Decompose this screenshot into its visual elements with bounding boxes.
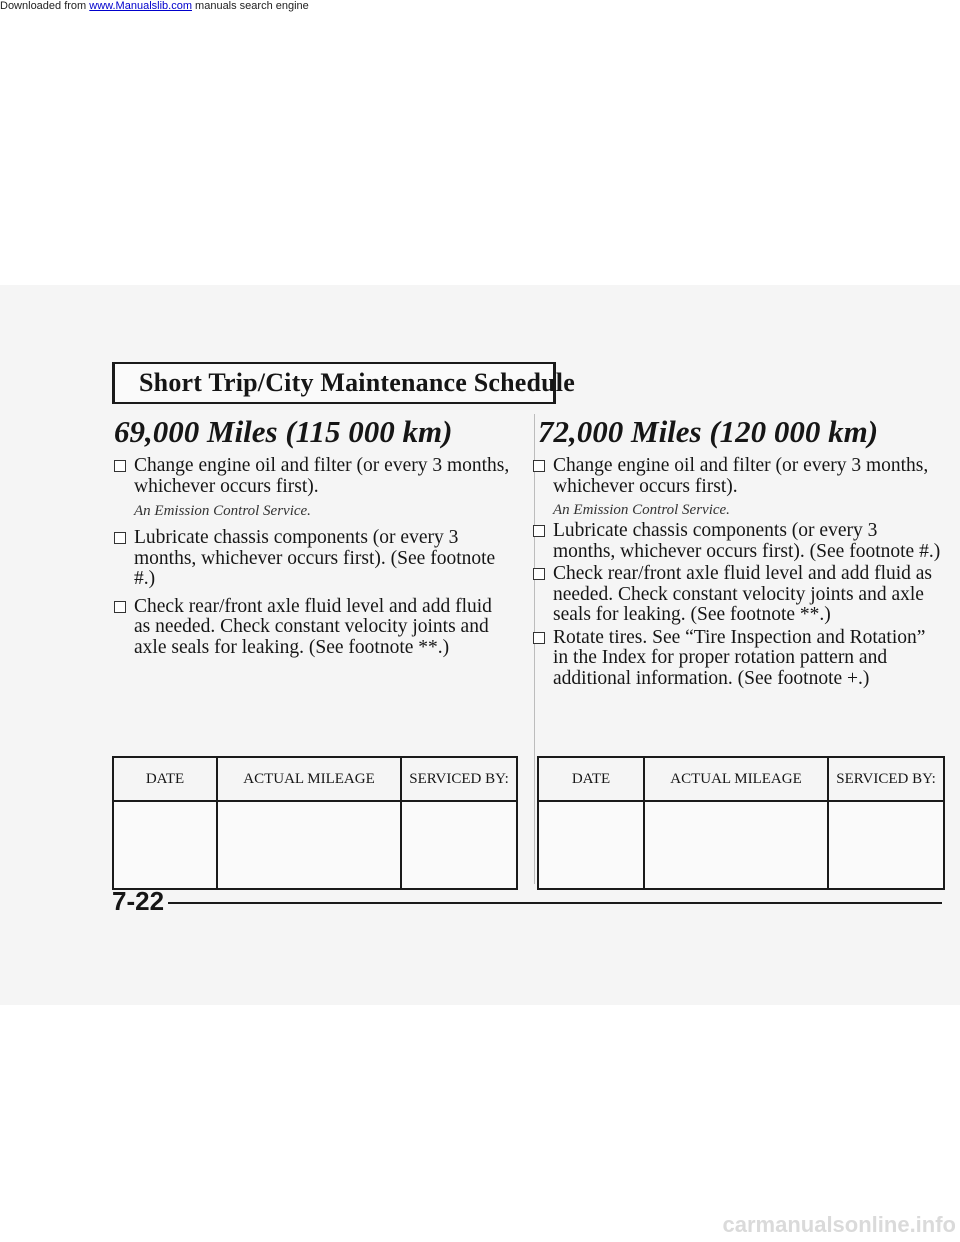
section-heading-69000: 69,000 Miles (115 000 km): [114, 414, 453, 449]
service-item-text: Lubricate chassis components (or every 3 months, whichever occurs first). (See footnote #.): [134, 527, 496, 589]
date-cell[interactable]: [113, 801, 217, 889]
banner-prefix: Downloaded from: [0, 0, 87, 12]
list-item: [531, 456, 941, 519]
list-item: [112, 528, 512, 590]
emission-note: An Emission Control Service.: [134, 503, 311, 519]
service-log-table-69000: [112, 756, 518, 890]
mileage-column-header: ACTUAL MILEAGE: [644, 757, 828, 801]
service-item-text: Change engine oil and filter (or every 3 months, whichever occurs first).: [553, 455, 929, 497]
emission-note: An Emission Control Service.: [553, 502, 730, 518]
serviced-by-column-header: SERVICED BY:: [401, 757, 517, 801]
checkbox-icon[interactable]: [533, 460, 545, 472]
checkbox-icon[interactable]: [114, 532, 126, 544]
list-item: [112, 597, 512, 659]
mileage-cell[interactable]: [644, 801, 828, 889]
service-item-text: Rotate tires. See “Tire Inspection and Rotation” in the Index for proper rotation pattern and additional information. (See footnote +.): [553, 626, 926, 689]
table-row: [538, 801, 944, 889]
list-item: [531, 521, 941, 562]
table-row: [113, 801, 517, 889]
date-column-header: DATE: [113, 757, 217, 801]
list-item: [531, 628, 941, 690]
schedule-header-box: [112, 362, 575, 404]
footer-rule: [168, 902, 942, 904]
service-item-text: Check rear/front axle fluid level and add fluid as needed. Check constant velocity joints and axle seals for leaking. (See footnote **.): [553, 563, 933, 625]
date-column-header: DATE: [538, 757, 644, 801]
date-cell[interactable]: [538, 801, 644, 889]
checkbox-icon[interactable]: [114, 601, 126, 613]
section-heading-72000: 72,000 Miles (120 000 km): [538, 414, 879, 449]
service-log-table-72000: [537, 756, 945, 890]
download-banner: [0, 0, 309, 12]
mileage-column-header: ACTUAL MILEAGE: [217, 757, 401, 801]
checkbox-icon[interactable]: [114, 460, 126, 472]
table-header-row: [538, 757, 944, 801]
list-item: [531, 564, 941, 626]
serviced-by-cell[interactable]: [828, 801, 944, 889]
serviced-by-column-header: SERVICED BY:: [828, 757, 944, 801]
serviced-by-cell[interactable]: [401, 801, 517, 889]
service-item-text: Lubricate chassis components (or every 3 months, whichever occurs first). (See footnote #.): [553, 520, 941, 562]
service-item-text: Change engine oil and filter (or every 3 months, whichever occurs first).: [134, 455, 510, 497]
site-watermark: carmanualsonline.info: [722, 1212, 956, 1237]
page-number: 7-22: [112, 886, 165, 916]
checkbox-icon[interactable]: [533, 632, 545, 644]
service-list-69000: [112, 456, 512, 658]
checkbox-icon[interactable]: [533, 525, 545, 537]
service-list-72000: [531, 456, 941, 689]
list-item: [112, 456, 512, 520]
manualslib-link[interactable]: www.Manualslib.com: [89, 0, 192, 12]
schedule-title: Short Trip/City Maintenance Schedule: [139, 368, 575, 397]
banner-suffix: manuals search engine: [195, 0, 309, 12]
service-item-text: Check rear/front axle fluid level and add fluid as needed. Check constant velocity joints and axle seals for leaking. (See footnote **.): [134, 595, 492, 658]
table-header-row: [113, 757, 517, 801]
mileage-cell[interactable]: [217, 801, 401, 889]
checkbox-icon[interactable]: [533, 568, 545, 580]
